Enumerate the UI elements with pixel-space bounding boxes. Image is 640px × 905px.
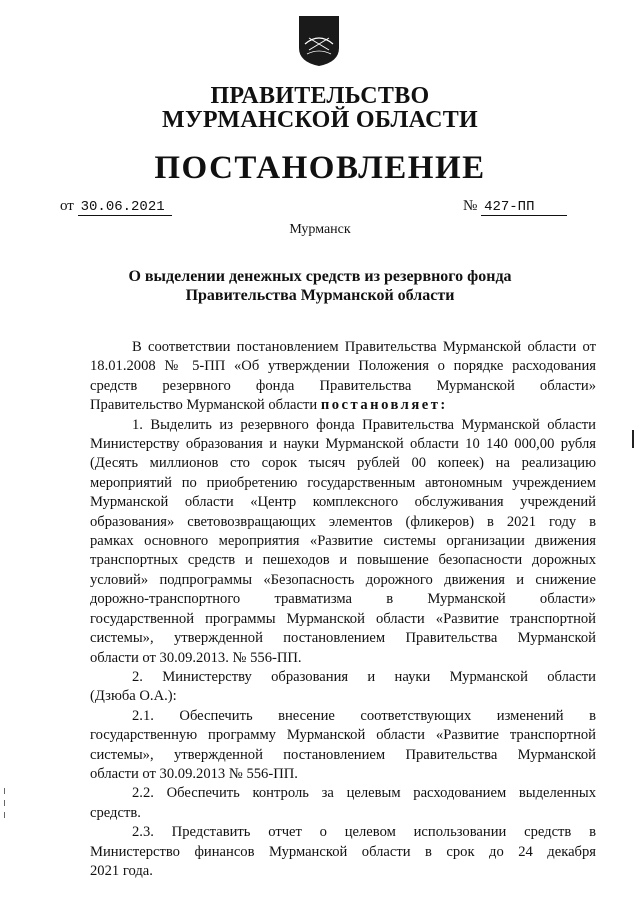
- body-line: (Десять миллионов сто сорок тысяч рублей 00 копеек) на реализацию: [90, 455, 596, 472]
- body-line: 2.3. Представить отчет о целевом использовании средств в: [132, 824, 596, 841]
- body-line: транспортных средств и пешеходов и повышение безопасности дорожных: [90, 552, 596, 569]
- document-body: [90, 338, 596, 881]
- body-line: [90, 396, 596, 415]
- date-field: [60, 198, 172, 216]
- body-line: области от 30.09.2013 № 556-ПП.: [90, 765, 298, 782]
- body-line: Мурманской области «Центр комплексного обслуживания учреждений: [90, 494, 596, 511]
- body-line: системы», утвержденной постановлением Правительства Мурманской: [90, 746, 596, 763]
- body-line: 18.01.2008 № 5-ПП «Об утверждении Положения о порядке расходования: [90, 358, 596, 375]
- org-line-2: МУРМАНСКОЙ ОБЛАСТИ: [162, 107, 478, 133]
- body-text: Правительство Мурманской области: [90, 397, 321, 414]
- body-line: 2021 года.: [90, 862, 153, 879]
- body-line: государственную программу Мурманской области «Развитие транспортной: [90, 727, 596, 744]
- body-line: 2. Министерству образования и науки Мурманской области: [132, 668, 596, 685]
- body-line: 1. Выделить из резервного фонда Правительства Мурманской области: [132, 416, 596, 433]
- document-number: 427-ПП: [481, 199, 567, 216]
- body-line: (Дзюба О.А.):: [90, 688, 177, 705]
- body-line: условий» подпрограммы «Безопасность дорожного движения и снижение: [90, 571, 596, 588]
- body-line: 2.2. Обеспечить контроль за целевым расходованием выделенных: [132, 785, 596, 802]
- organization-name: [0, 84, 640, 132]
- body-line: Министерство финансов Мурманской области в срок до 24 декабря: [90, 843, 596, 860]
- body-line: дорожно-транспортного травматизма в Мурманской области»: [90, 591, 596, 608]
- number-field: [463, 198, 567, 216]
- body-line: рамках основного мероприятия «Развитие системы организации движения: [90, 533, 596, 550]
- document-type: ПОСТАНОВЛЕНИЕ: [154, 150, 486, 186]
- title-line-1: О выделении денежных средств из резервного фонда: [128, 268, 512, 285]
- scan-margin-mark: [632, 430, 634, 448]
- body-line: средств резервного фонда Правительства Мурманской области»: [90, 377, 596, 394]
- body-line: средств.: [90, 804, 141, 821]
- org-line-1: ПРАВИТЕЛЬСТВО: [210, 83, 430, 109]
- body-line: области от 30.09.2013. № 556-ПП.: [90, 649, 302, 666]
- scan-tick-mark: [4, 788, 5, 794]
- document-title: [0, 267, 640, 305]
- scan-tick-mark: [4, 800, 5, 806]
- scan-tick-mark: [4, 812, 5, 818]
- body-line: Министерству образования и науки Мурманской области 10 140 000,00 рубля: [90, 436, 596, 453]
- body-line: системы», утвержденной постановлением Правительства Мурманской: [90, 630, 596, 647]
- document-date: 30.06.2021: [78, 199, 172, 216]
- body-line: государственной программы Мурманской области «Развитие транспортной: [90, 610, 596, 627]
- coat-of-arms-emblem: [297, 14, 341, 68]
- title-line-2: Правительства Мурманской области: [185, 287, 455, 304]
- city: Мурманск: [289, 222, 351, 237]
- number-prefix: №: [463, 198, 478, 214]
- date-prefix: от: [60, 198, 74, 214]
- body-line: 2.1. Обеспечить внесение соответствующих изменений в: [132, 707, 596, 724]
- resolution-keyword: постановляет:: [320, 397, 448, 414]
- body-line: мероприятий по приобретению государственным автономным учреждением: [90, 474, 596, 491]
- body-line: В соответствии постановлением Правительства Мурманской области от: [132, 339, 596, 355]
- body-line: образования» световозвращающих элементов (фликеров) в 2021 году в: [90, 513, 596, 530]
